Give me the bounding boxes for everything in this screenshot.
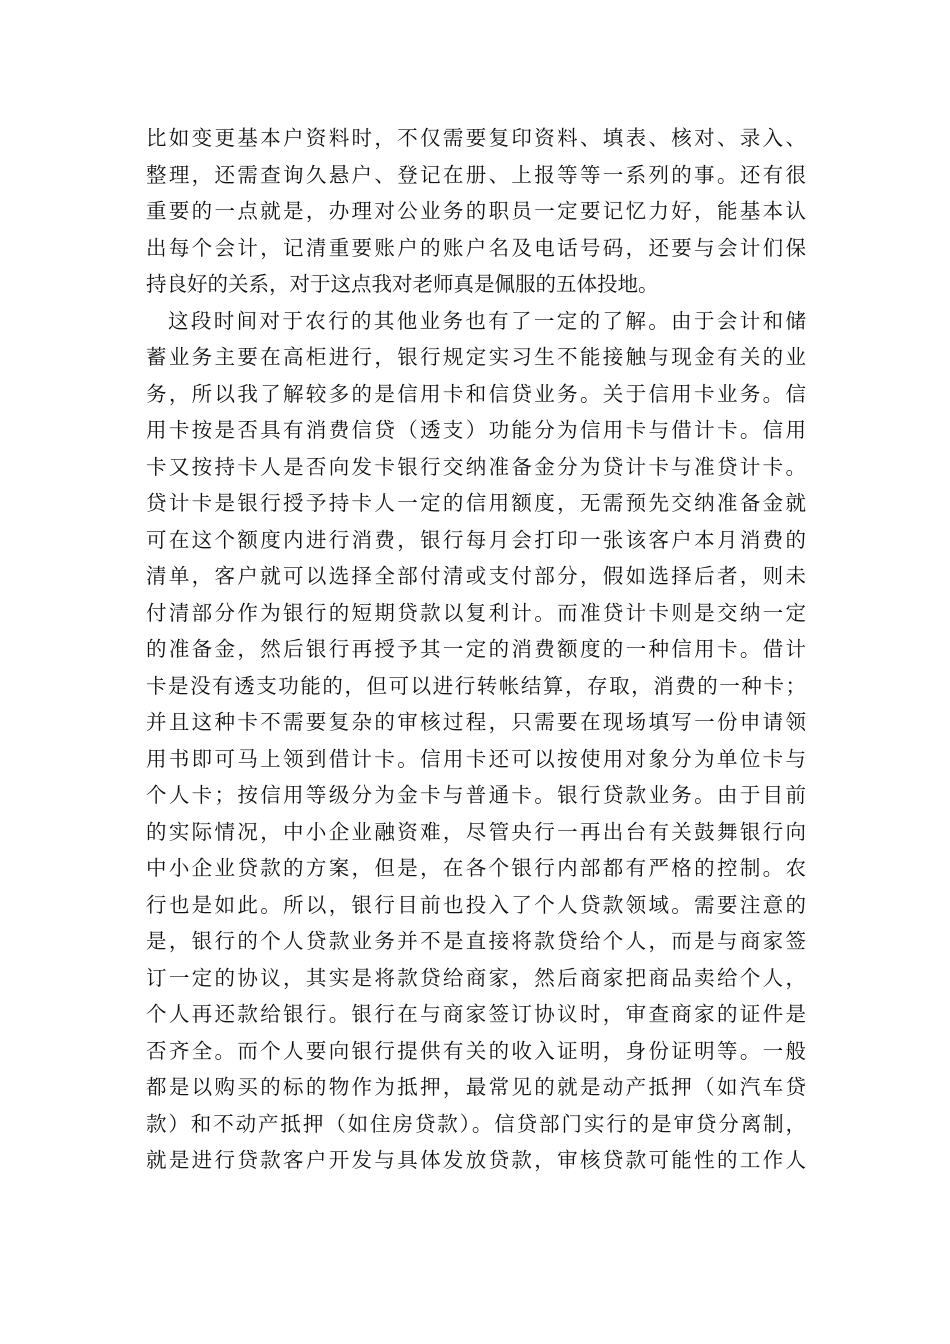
- text-line: 卡又按持卡人是否向发卡银行交纳准备金分为贷计卡与准贷计卡。: [146, 454, 806, 479]
- text-line: 比如变更基本户资料时，不仅需要复印资料、填表、核对、录入、: [146, 126, 806, 150]
- text-line: 用书即可马上领到借计卡。信用卡还可以按使用对象分为单位卡与: [146, 746, 806, 771]
- paragraph-start-line: 这段时间对于农行的其他业务也有了一定的了解。由于会计和储: [168, 308, 806, 333]
- text-line: 是，银行的个人贷款业务并不是直接将款贷给个人，而是与商家签: [146, 929, 806, 953]
- text-line: 的准备金，然后银行再授予其一定的消费额度的一种信用卡。借计: [146, 637, 806, 661]
- text-line: 卡是没有透支功能的，但可以进行转帐结算，存取，消费的一种卡；: [146, 673, 806, 698]
- text-line: 并且这种卡不需要复杂的审核过程，只需要在现场填写一份申请领: [146, 710, 806, 734]
- text-line: 整理，还需查询久悬户、登记在册、上报等等一系列的事。还有很: [146, 162, 806, 187]
- text-line: 务，所以我了解较多的是信用卡和信贷业务。关于信用卡业务。信: [146, 381, 806, 406]
- body-text: [146, 120, 806, 1179]
- text-line: 清单，客户就可以选择全部付清或支付部分，假如选择后者，则未: [146, 564, 806, 588]
- text-line: 就是进行贷款客户开发与具体发放贷款，审核贷款可能性的工作人: [146, 1148, 806, 1172]
- text-line: 订一定的协议，其实是将款贷给商家，然后商家把商品卖给个人，: [146, 965, 806, 990]
- text-line: 出每个会计，记清重要账户的账户名及电话号码，还要与会计们保: [146, 235, 806, 260]
- text-line: 用卡按是否具有消费信贷（透支）功能分为信用卡与借计卡。信用: [146, 418, 806, 442]
- text-line: 蓄业务主要在高柜进行，银行规定实习生不能接触与现金有关的业: [146, 345, 806, 369]
- text-line: 持良好的关系，对于这点我对老师真是佩服的五体投地。: [146, 272, 659, 296]
- text-line: 重要的一点就是，办理对公业务的职员一定要记忆力好，能基本认: [146, 199, 806, 223]
- text-line: 否齐全。而个人要向银行提供有关的收入证明，身份证明等。一般: [146, 1038, 806, 1063]
- text-line: 个人卡；按信用等级分为金卡与普通卡。银行贷款业务。由于目前: [146, 783, 806, 807]
- text-line: 可在这个额度内进行消费，银行每月会打印一张该客户本月消费的: [146, 527, 806, 552]
- text-line: 个人再还款给银行。银行在与商家签订协议时，审查商家的证件是: [146, 1002, 806, 1026]
- text-line: 贷计卡是银行授予持卡人一定的信用额度，无需预先交纳准备金就: [146, 491, 806, 515]
- text-line: 中小企业贷款的方案，但是，在各个银行内部都有严格的控制。农: [146, 856, 806, 880]
- text-line: 付清部分作为银行的短期贷款以复利计。而准贷计卡则是交纳一定: [146, 600, 806, 625]
- text-line: 的实际情况，中小企业融资难，尽管央行一再出台有关鼓舞银行向: [146, 819, 806, 844]
- text-line: 行也是如此。所以，银行目前也投入了个人贷款领域。需要注意的: [146, 892, 806, 917]
- text-line: 都是以购买的标的物作为抵押，最常见的就是动产抵押（如汽车贷: [146, 1075, 806, 1099]
- text-line: 款）和不动产抵押（如住房贷款）。信贷部门实行的是审贷分离制，: [146, 1111, 806, 1136]
